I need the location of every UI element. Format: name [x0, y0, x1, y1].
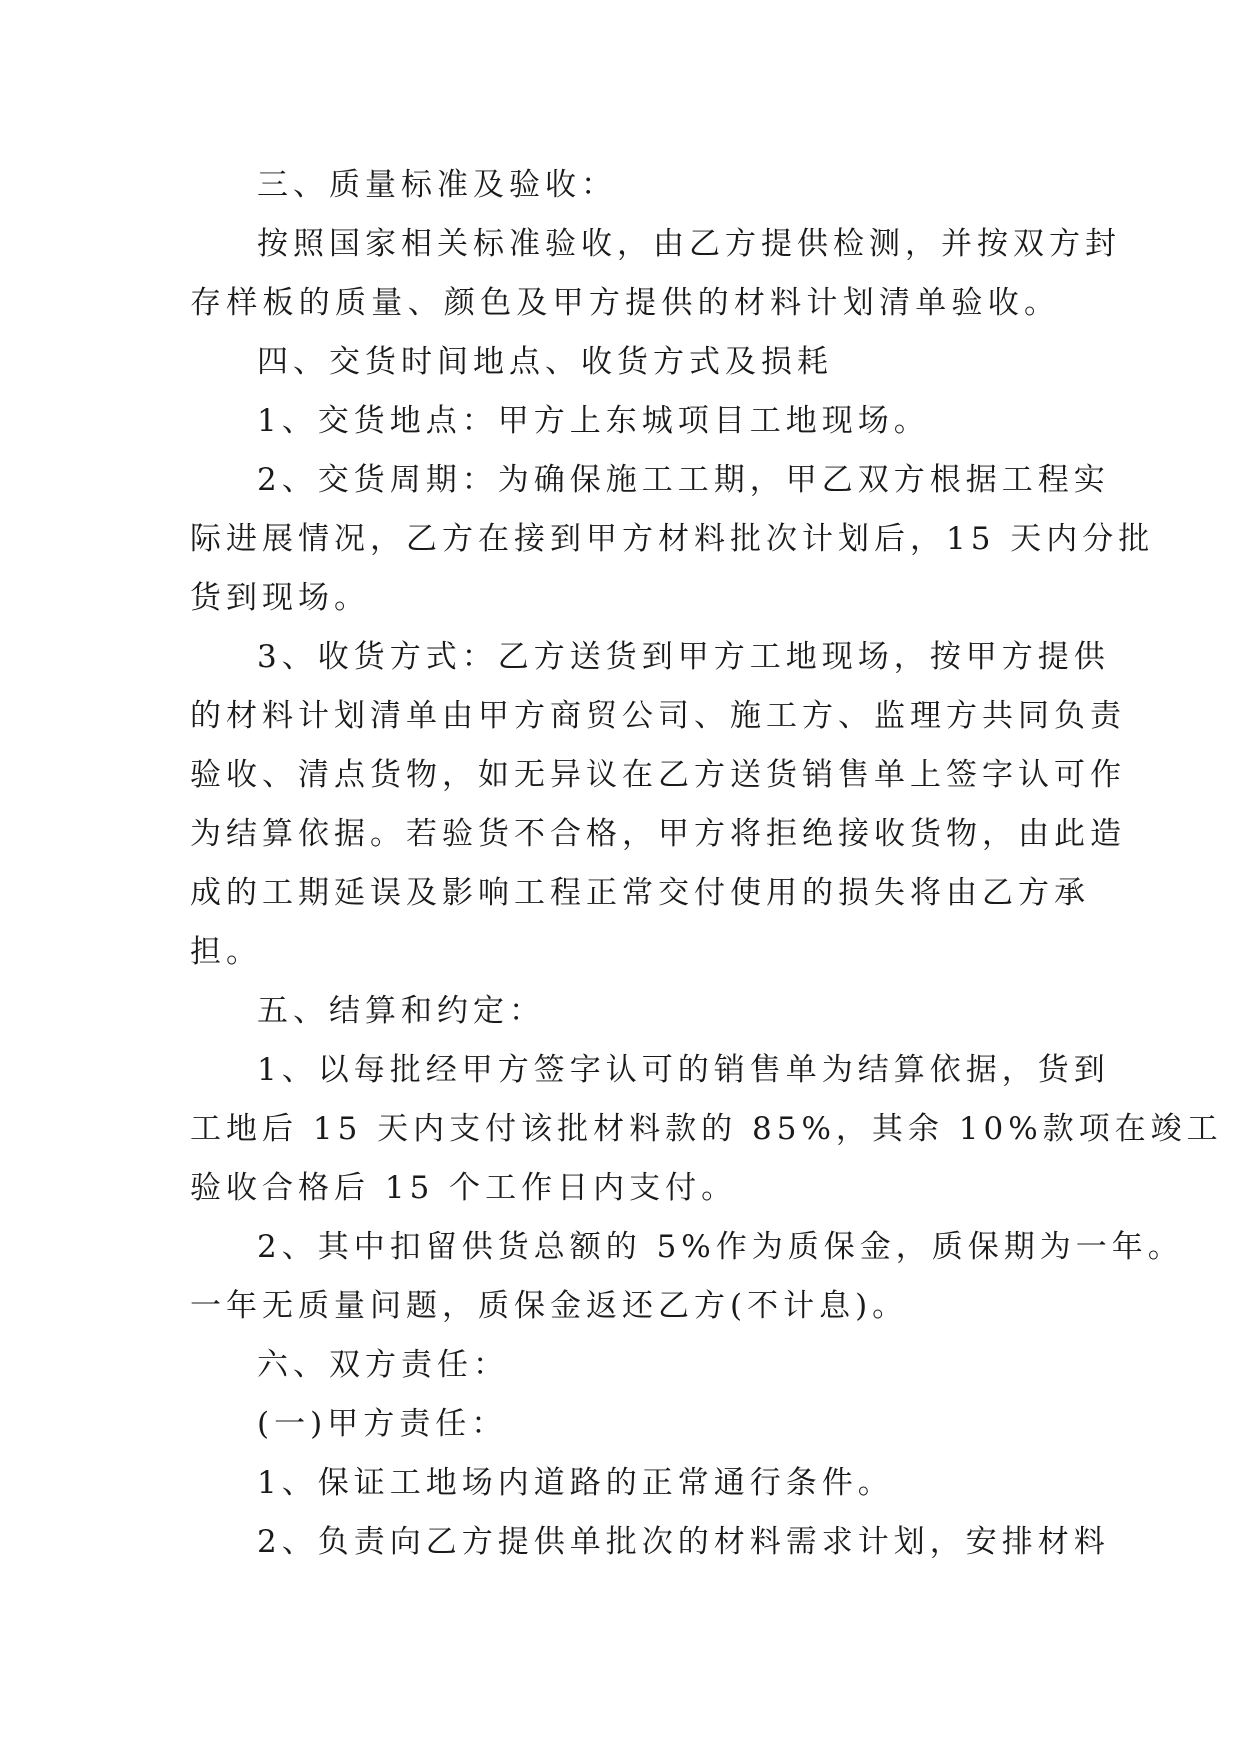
paragraph-line: 1、保证工地场内道路的正常通行条件。 [257, 1465, 894, 1501]
section-3-heading: 三、质量标准及验收： [257, 167, 617, 203]
paragraph-line: 存样板的质量、颜色及甲方提供的材料计划清单验收。 [190, 285, 1060, 321]
paragraph-line: 一年无质量问题，质保金返还乙方(不计息)。 [190, 1288, 909, 1324]
paragraph-line: 为结算依据。若验货不合格，甲方将拒绝接收货物，由此造 [190, 816, 1126, 852]
paragraph-line: 成的工期延误及影响工程正常交付使用的损失将由乙方承 [190, 875, 1090, 911]
paragraph-line: 1、以每批经甲方签字认可的销售单为结算依据，货到 [257, 1052, 1110, 1088]
section-6-heading: 六、双方责任： [257, 1347, 509, 1383]
paragraph-line: 货到现场。 [190, 580, 370, 616]
paragraph-line: 1、交货地点：甲方上东城项目工地现场。 [257, 403, 930, 439]
subsection-heading: (一)甲方责任： [257, 1406, 508, 1442]
paragraph-line: 2、其中扣留供货总额的 5%作为质保金，质保期为一年。 [257, 1229, 1184, 1265]
paragraph-line: 按照国家相关标准验收，由乙方提供检测，并按双方封 [257, 226, 1121, 262]
paragraph-line: 际进展情况，乙方在接到甲方材料批次计划后，15 天内分批 [190, 521, 1155, 557]
paragraph-line: 验收、清点货物，如无异议在乙方送货销售单上签字认可作 [190, 757, 1126, 793]
paragraph-line: 验收合格后 15 个工作日内支付。 [190, 1170, 738, 1206]
paragraph-line: 3、收货方式：乙方送货到甲方工地现场，按甲方提供 [257, 639, 1110, 675]
section-4-heading: 四、交货时间地点、收货方式及损耗 [257, 344, 833, 380]
paragraph-line: 的材料计划清单由甲方商贸公司、施工方、监理方共同负责 [190, 698, 1126, 734]
section-5-heading: 五、结算和约定： [257, 993, 545, 1029]
paragraph-line: 2、负责向乙方提供单批次的材料需求计划，安排材料 [257, 1524, 1110, 1560]
paragraph-line: 2、交货周期：为确保施工工期，甲乙双方根据工程实 [257, 462, 1110, 498]
paragraph-line: 工地后 15 天内支付该批材料款的 85%，其余 10%款项在竣工 [190, 1111, 1223, 1147]
paragraph-line: 担。 [190, 934, 262, 970]
